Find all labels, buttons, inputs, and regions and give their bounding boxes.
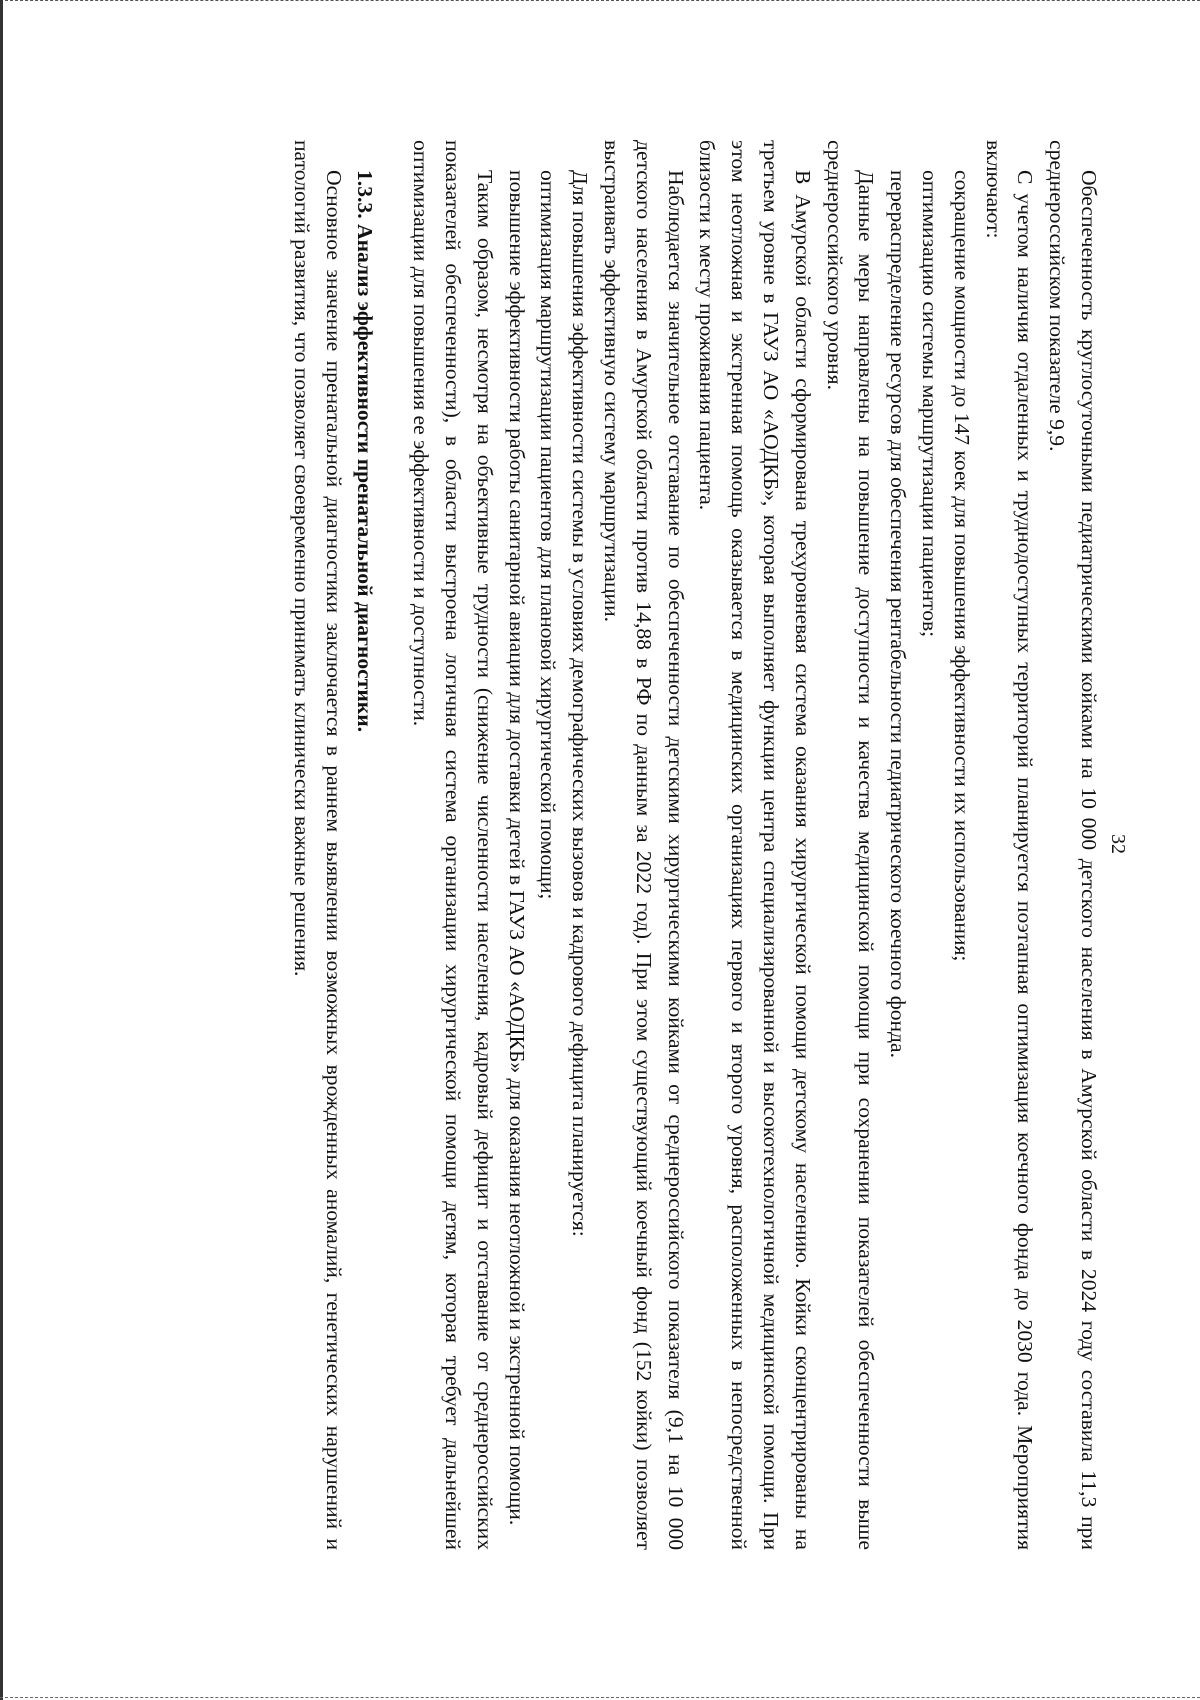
list-item: повышение эффективности работы санитарной авиации для доставки детей в ГАУЗ АО «АОДКБ» для оказания неотложной и экстренной помощи. [504, 170, 529, 1526]
paragraph: Обеспеченность круглосуточными педиатрическими койками на 10 000 детского населения в Амурской области в 2024 году составила 11,3 при среднероссийском показателе 9,9. [1045, 140, 1101, 1550]
rotated-page-body [285, 140, 1104, 1550]
paragraph: Наблюдается значительное отставание по обеспеченности детскими хирургическими койками от среднероссийского показателя (9,1 на 10 000 детского населения в Амурской области против 14,88 в РФ по данным за 2022 год). При этом существующий коечный фонд (152 койки) позволяет выстраивать эффективную систему маршрутизации. [600, 140, 688, 1550]
scan-border-bottom [0, 1695, 1200, 1698]
paragraph: Данные меры направлены на повышение доступности и качества медицинской помощи при сохранении показателей обеспеченности выше среднероссийского уровня. [822, 140, 879, 1550]
page-number: 32 [1107, 834, 1129, 854]
paragraph: Основное значение пренатальной диагностики заключается в раннем выявлении возможных врожденных аномалий, генетических нарушений и патологий развития, что позволяет своевременно принимать клинически важные решения. [289, 140, 346, 1550]
paragraph: В Амурской области сформирована трехуровневая система оказания хирургической помощи детскому населению. Койки сконцентрированы на третьем уровне в ГАУЗ АО «АОДКБ», которая выполняет функции центра специализированной и высокотехнологичной медицинской помощи. При этом неотложная и экстренная помощь оказывается в медицинских организациях первого и второго уровня, расположенных в непосредственной близости к месту проживания пациента. [695, 140, 815, 1550]
paragraph: Таким образом, несмотря на объективные трудности (снижение численности населения, кадровый дефицит и отставание от среднероссийских показателей обеспеченности), в области выстроена логичная система организации хирургической помощи детям, которая требует дальнейшей оптимизации для повышения ее эффективности и доступности. [409, 140, 497, 1550]
document-content [285, 140, 1104, 1550]
section-heading: 1.3.3. Анализ эффективности пренатальной диагностики. [353, 170, 378, 733]
list-item: сокращение мощности до 147 коек для повышения эффективности их использования; [949, 170, 974, 962]
scan-border-left [0, 0, 3, 1700]
scan-border-top [0, 0, 1200, 4]
list-item: оптимизацию системы маршрутизации пациентов; [918, 170, 943, 638]
list-item: оптимизация маршрутизации пациентов для плановой хирургической помощи; [536, 170, 561, 900]
paragraph: Для повышения эффективности системы в условиях демографических вызовов и кадрового дефицита планируется: [568, 170, 593, 1237]
list-item: перераспределение ресурсов для обеспечения рентабельности педиатрического коечного фонда. [886, 170, 911, 1059]
paragraph: С учетом наличия отдаленных и труднодоступных территорий планируется поэтапная оптимизация коечного фонда до 2030 года. Мероприятия включают: [981, 140, 1038, 1550]
